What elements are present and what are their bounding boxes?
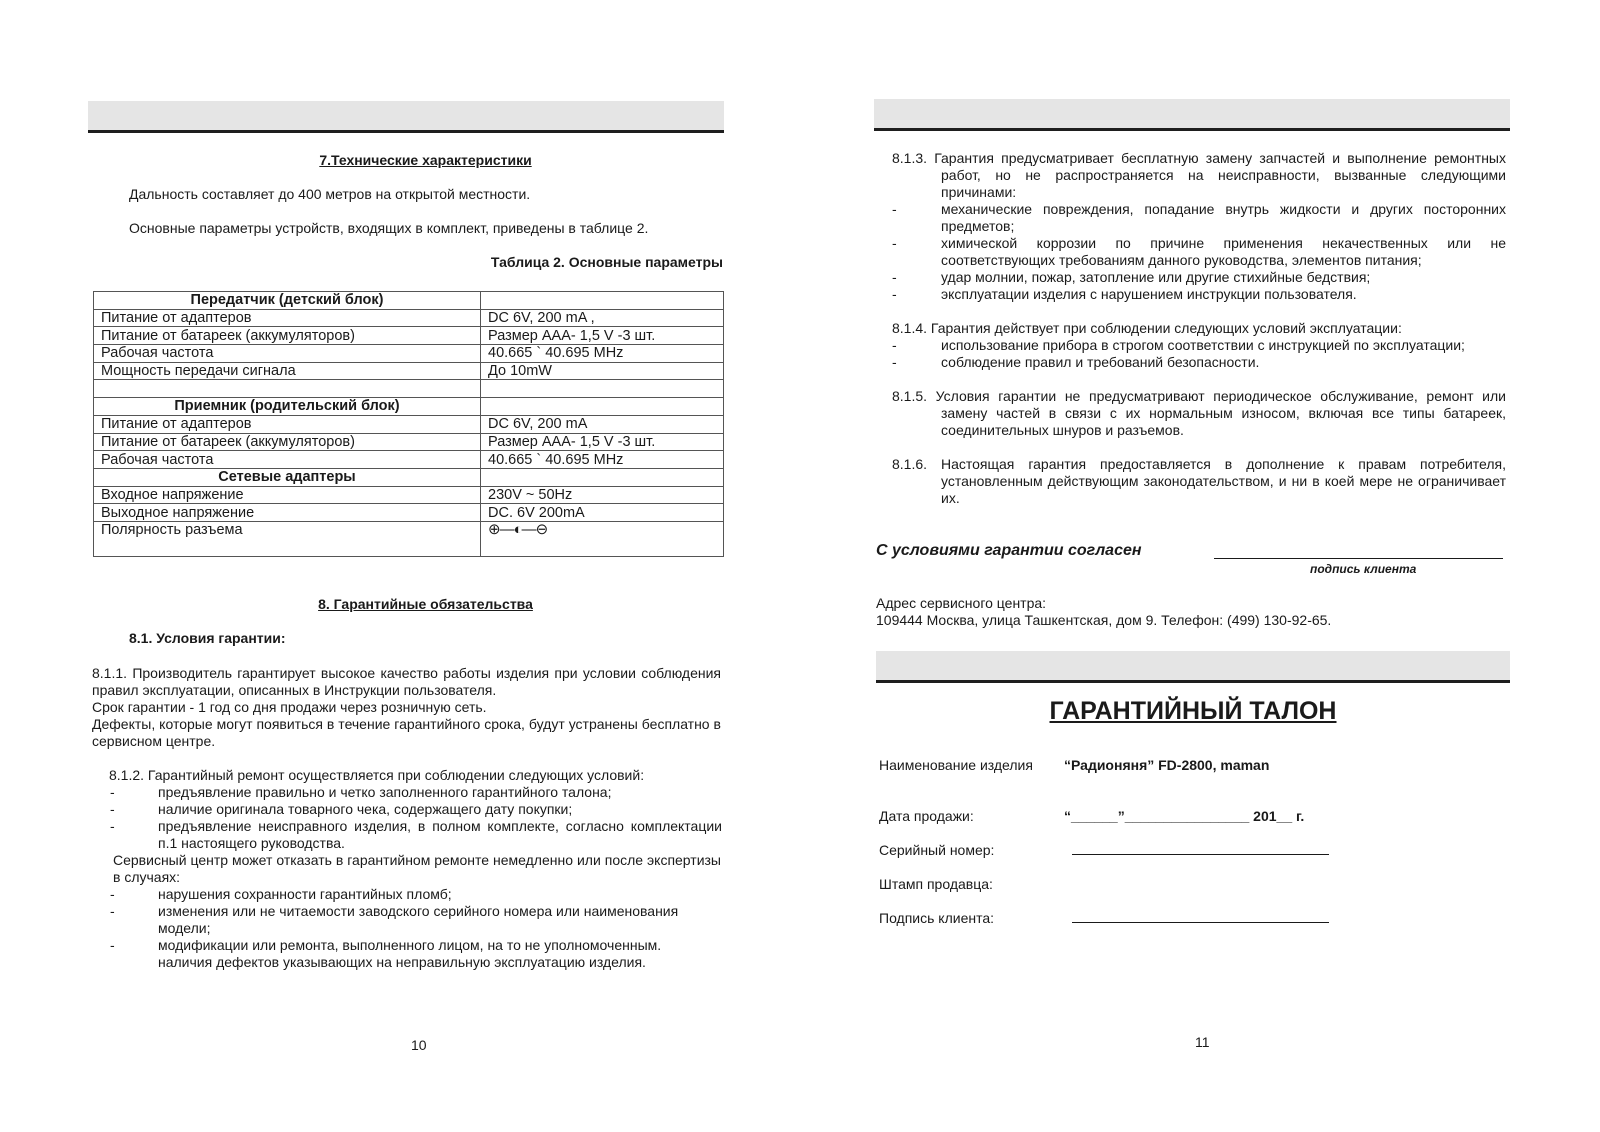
table-caption: Таблица 2. Основные параметры (490, 254, 723, 270)
adapters-header: Сетевые адаптеры (94, 468, 481, 486)
table-cell: 40.665 ` 40.695 MHz (481, 345, 724, 363)
right-page: 8.1.3. Гарантия предусматривает бесплатную замену запчастей и выполнение ремонтных работ, но не распространяется на неисправности, вызванные следующими причинами: - механические повреждения, попадание внутрь жидкости и других посторонних предметов; - химической коррозии по причине применения некачественных или не соответствующих требованиям данного руководства, элементов питания; - удар молнии, пожар, затопление или другие стихийные бедствия; - эксплуатации изделия с нарушением инструкции пользователя. 8.1.4. Гарантия действует при соблюдении следующих условий эксплуатации: - использование прибора в строгом соответствии с инструкцией по эксплуатации; - соблюдение правил и требований безопасности. 8.1.5. Условия гарантии не предусматривают периодическое обслуживание, ремонт или замену частей в связи с их нормальным износом, включая все типы батареек, соединительных шнуров и разъемов. 8.1.6. Настоящая гарантия предоставляется в дополнение к правам потребителя, установленным действующим законодательством, и ни в коей мере не ограничивает их. С условиями гарантии согласен подпись клиента Адрес сервисного центра: 109444 Москва, улица Ташкентская, дом 9. Телефон: (499) 130-92-65. ГАРАНТИЙНЫЙ ТАЛОН Наименование изделия “Радионяня” FD-2800, maman Дата продажи: “______”________________ 201__ г. Серийный номер: Штамп продавца: Подпись клиента: 11 (800, 0, 1600, 1132)
table-cell: Рабочая частота (94, 345, 481, 363)
stamp-label: Штамп продавца: (879, 876, 993, 892)
paragraph-8-1-1: 8.1.1. Производитель гарантирует высокое качество работы изделия при условии соблюдения правил эксплуатации, описанных в Инструкции пользователя. (92, 665, 721, 698)
product-label: Наименование изделия (879, 757, 1033, 773)
paragraph-8-1-5: 8.1.5. Условия гарантии не предусматривают периодическое обслуживание, ремонт или замену частей в связи с их нормальным износом, включая все типы батареек, соединительных шнуров и разъемов. (892, 388, 1506, 438)
table-cell: Питание от батареек (аккумуляторов) (94, 433, 481, 451)
table-row (94, 327, 724, 345)
agree-text: С условиями гарантии согласен (876, 542, 1142, 559)
table-cell: DC 6V, 200 mA , (481, 309, 724, 327)
section-8-1-title: 8.1. Условия гарантии: (129, 630, 286, 646)
paragraph-8-1-3: 8.1.3. Гарантия предусматривает бесплатную замену запчастей и выполнение ремонтных работ, но не распространяется на неисправности, вызванные следующими причинами: (892, 150, 1506, 200)
table-cell: Размер AAA- 1,5 V -3 шт. (481, 327, 724, 345)
refusal-extra: наличия дефектов указывающих на неправильную эксплуатацию изделия. (158, 954, 646, 970)
client-sign-label: Подпись клиента: (879, 910, 995, 926)
table-row (94, 309, 724, 327)
table-row (94, 521, 724, 556)
section-8-title: 8. Гарантийные обязательства (318, 596, 533, 612)
page-number: 11 (1195, 1034, 1210, 1050)
client-sign-line (1072, 922, 1329, 923)
polarity-icon: ⊕—◐—⊖ (488, 520, 548, 538)
table-row (94, 292, 724, 310)
section-7-title: 7.Технические характеристики (319, 152, 532, 168)
table-cell: Выходное напряжение (94, 504, 481, 522)
table-cell: DC. 6V 200mA (481, 504, 724, 522)
range-text: Дальность составляет до 400 метров на открытой местности. (129, 186, 531, 202)
table-row (94, 451, 724, 469)
polarity-label: Полярность разъема (94, 521, 481, 556)
refusal-intro: Сервисный центр может отказать в гарантийном ремонте немедленно или после экспертизы в случаях: (113, 852, 721, 885)
coupon-title: ГАРАНТИЙНЫЙ ТАЛОН (1049, 697, 1337, 725)
table-cell: Питание от адаптеров (94, 309, 481, 327)
table-cell: Питание от адаптеров (94, 415, 481, 433)
page-header-bar (88, 101, 724, 133)
serial-label: Серийный номер: (879, 842, 995, 858)
table-row (94, 415, 724, 433)
params-text: Основные параметры устройств, входящих в комплект, приведены в таблице 2. (129, 220, 649, 236)
service-address: 109444 Москва, улица Ташкентская, дом 9. Телефон: (499) 130-92-65. (876, 612, 1332, 628)
receiver-header: Приемник (родительский блок) (94, 398, 481, 416)
table-row (94, 345, 724, 363)
table-row (94, 433, 724, 451)
table-cell: До 10mW (481, 362, 724, 380)
table-row-empty (94, 380, 724, 398)
signature-caption: подпись клиента (1310, 562, 1417, 576)
table-cell: Входное напряжение (94, 486, 481, 504)
product-value: “Радионяня” FD-2800, maman (1064, 757, 1270, 773)
table-cell: Размер AAA- 1,5 V -3 шт. (481, 433, 724, 451)
left-page: 7.Технические характеристики Дальность составляет до 400 метров на открытой местности. Основные параметры устройств, входящих в комплект, приведены в таблице 2. Таблица 2. Основные параметры Передатчик (детский блок) Питание от адаптеров DC 6V, 200 mA , Питание от батареек (аккумуляторов) Размер AAA- 1,5 V -3 шт. Рабочая частота 40.665 ` 40.695 MHz Мощность передачи сигнала До 10mW Приемник (родительский блок) Питание от адаптеров DC 6V, 200 mA Питание от батареек (аккумуляторов) Размер AAA- 1,5 V -3 шт. Рабочая частота 40.665 ` 40.695 MHz Сетевые адаптеры Входное напряжение 230V ~ 50Hz Выходное напряжение DC. 6V 200mA Полярность разъема ⊕—◐—⊖ 8. Гарантийные обязательства 8.1. Условия гарантии: 8.1.1. Производитель гарантирует высокое качество работы изделия при условии соблюдения правил эксплуатации, описанных в Инструкции пользователя. Срок гарантии - 1 год со дня продажи через розничную сеть. Дефекты, которые могут появиться в течение гарантийного срока, будут устранены бесплатно в сервисном центре. 8.1.2. Гарантийный ремонт осуществляется при соблюдении следующих условий: - предъявление правильно и четко заполненного гарантийного талона; - наличие оригинала товарного чека, содержащего дату покупки; - предъявление неисправного изделия, в полном комплекте, согласно комплектации п.1 настоящего руководства. Сервисный центр может отказать в гарантийном ремонте немедленно или после экспертизы в случаях: - нарушения сохранности гарантийных пломб; - изменения или не читаемости заводского серийного номера или наименования модели; - модификации или ремонта, выполненного лицом, на то не уполномоченным. наличия дефектов указывающих на неправильную эксплуатацию изделия. 10 (0, 0, 800, 1132)
coupon-header-bar (876, 651, 1510, 683)
table-cell: DC 6V, 200 mA (481, 415, 724, 433)
service-label: Адрес сервисного центра: (876, 595, 1047, 611)
table-cell: Мощность передачи сигнала (94, 362, 481, 380)
sale-date-label: Дата продажи: (879, 808, 974, 824)
serial-field-line (1072, 854, 1329, 855)
table-cell: 40.665 ` 40.695 MHz (481, 451, 724, 469)
page-number: 10 (411, 1037, 427, 1053)
table-row (94, 468, 724, 486)
table-row (94, 486, 724, 504)
signature-line (1214, 558, 1503, 559)
parameters-table (93, 291, 724, 557)
paragraph-8-1-6: 8.1.6. Настоящая гарантия предоставляется в дополнение к правам потребителя, установленным действующим законодательством, и ни в коей мере не ограничивает их. (892, 456, 1506, 506)
warranty-term: Срок гарантии - 1 год со дня продажи через розничную сеть. (92, 699, 487, 715)
paragraph-8-1-4-intro: 8.1.4. Гарантия действует при соблюдении следующих условий эксплуатации: (892, 320, 1402, 336)
table-cell: 230V ~ 50Hz (481, 486, 724, 504)
table-row (94, 504, 724, 522)
table-cell: Рабочая частота (94, 451, 481, 469)
page-header-bar (874, 99, 1510, 131)
sale-date-value: “______”________________ 201__ г. (1064, 808, 1305, 824)
table-row (94, 362, 724, 380)
transmitter-header: Передатчик (детский блок) (94, 292, 481, 310)
paragraph-8-1-2-intro: 8.1.2. Гарантийный ремонт осуществляется при соблюдении следующих условий: (109, 767, 645, 783)
table-row (94, 398, 724, 416)
table-cell: Питание от батареек (аккумуляторов) (94, 327, 481, 345)
defects-text: Дефекты, которые могут появиться в течение гарантийного срока, будут устранены бесплатно в сервисном центре. (92, 716, 721, 749)
